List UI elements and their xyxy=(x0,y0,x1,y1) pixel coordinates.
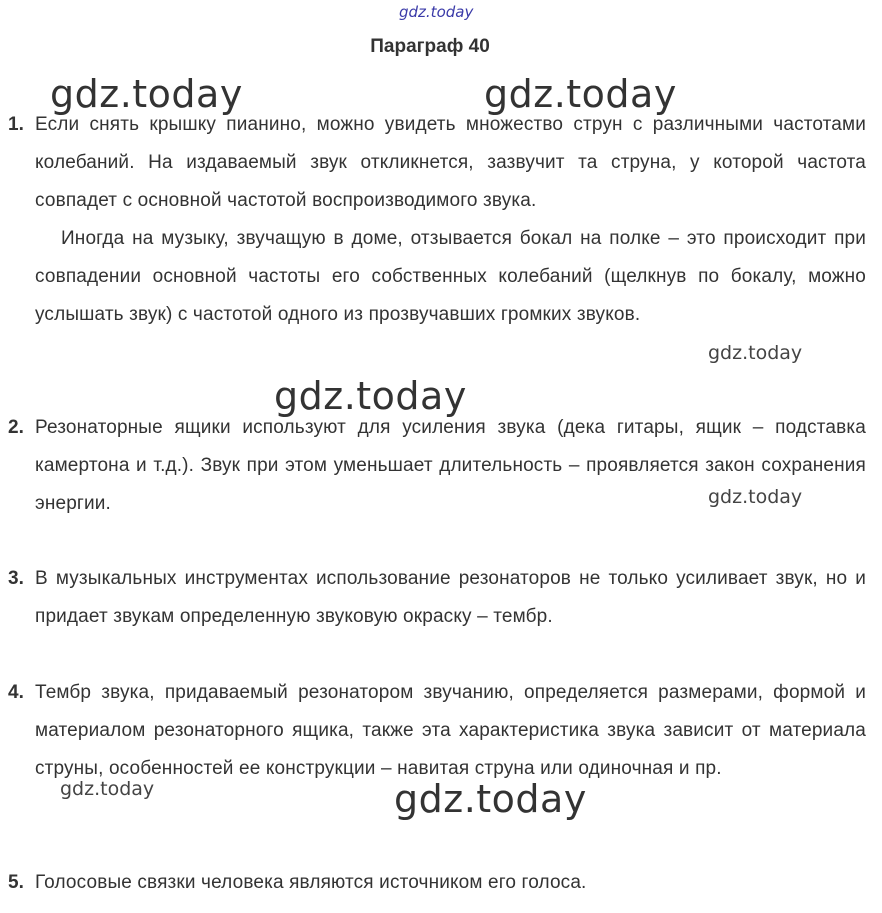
list-item-3 xyxy=(8,560,866,636)
item-number: 4. xyxy=(8,682,24,703)
list-item-4 xyxy=(8,674,866,788)
item-number: 3. xyxy=(8,568,24,589)
watermark-small: gdz.today xyxy=(708,342,803,364)
item-text xyxy=(35,560,866,636)
item-paragraph: Голосовые связки человека являются источником его голоса. xyxy=(35,872,587,893)
item-number: 2. xyxy=(8,417,24,438)
item-number: 5. xyxy=(8,872,24,893)
watermark-small: gdz.today xyxy=(60,778,155,800)
item-paragraph: В музыкальных инструментах использование резонаторов не только усиливает звук, но и придает звукам определенную звуковую окраску – тембр. xyxy=(35,568,866,627)
page-title: Параграф 40 xyxy=(370,36,490,57)
item-paragraph: Иногда на музыку, звучащую в доме, отзывается бокал на полке – это происходит при совпадении основной частоты его собственных колебаний (щелкнув по бокалу, можно услышать звук) с частотой одного из прозвучавших громких звуков. xyxy=(35,228,866,325)
item-text xyxy=(35,106,866,334)
item-text xyxy=(35,864,866,902)
item-paragraph: Если снять крышку пианино, можно увидеть множество струн с различными частотами колебаний. На издаваемый звук откликнется, зазвучит та струна, у которой частота совпадет с основной частотой воспроизводимого звука. xyxy=(35,114,866,211)
item-paragraph: Резонаторные ящики используют для усиления звука (дека гитары, ящик – подставка камертона и т.д.). Звук при этом уменьшает длительность – проявляется закон сохранения энергии. xyxy=(35,417,866,514)
watermark-large: gdz.today xyxy=(274,374,467,418)
watermark-large: gdz.today xyxy=(484,72,677,116)
list-item-1 xyxy=(8,106,866,334)
watermark-large: gdz.today xyxy=(394,777,587,821)
watermark-large: gdz.today xyxy=(50,72,243,116)
list-item-5 xyxy=(8,864,866,902)
watermark-top: gdz.today xyxy=(399,3,474,21)
watermark-small: gdz.today xyxy=(708,486,803,508)
item-text xyxy=(35,674,866,788)
item-number: 1. xyxy=(8,114,24,135)
item-paragraph: Тембр звука, придаваемый резонатором звучанию, определяется размерами, формой и материалом резонаторного ящика, также эта характеристика звука зависит от материала струны, особенностей ее конструкции – навитая струна или одиночная и пр. xyxy=(35,682,866,779)
